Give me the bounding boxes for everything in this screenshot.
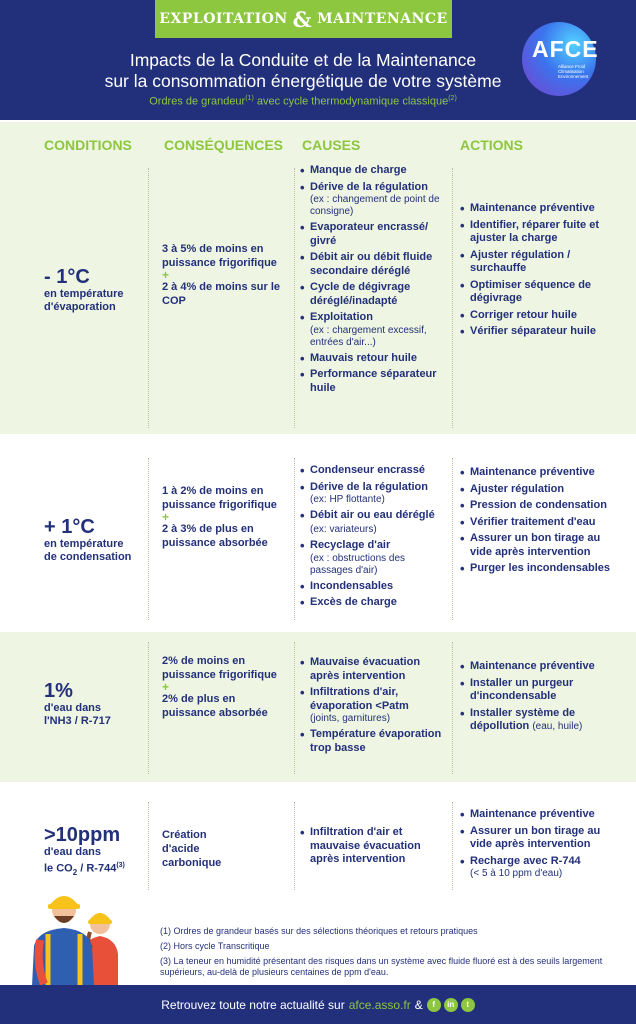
row-water-nh3: [0, 632, 636, 782]
list-item: • Ajuster régulation: [460, 483, 620, 497]
banner-right: MAINTENANCE: [317, 11, 448, 27]
condition-value: >10ppm: [44, 824, 121, 846]
plus-sign: +: [162, 680, 170, 694]
afce-logo: [522, 22, 599, 96]
page-subtitle: [0, 95, 606, 108]
condition-label-1: d'eau dans: [44, 846, 102, 858]
footer: [0, 985, 636, 1024]
list-item: • Performance séparateur huile: [300, 368, 450, 395]
consequence-a: 2% de moins en puissance frigorifique: [162, 655, 277, 681]
column-causes: CAUSES: [302, 137, 361, 153]
condition-label-1: en température: [44, 538, 124, 550]
condition-value: 1%: [44, 680, 73, 702]
list-item: • Recyclage d'air (ex : obstructions des passages d'air): [300, 539, 450, 577]
website-link[interactable]: afce.asso.fr: [348, 997, 411, 1012]
title-line-2: sur la consommation énergétique de votre système: [104, 71, 502, 91]
condition-value: + 1°C: [44, 516, 95, 538]
condition-label-1: en température: [44, 288, 124, 300]
list-item: • Installer un purgeur d'incondensable: [460, 677, 620, 704]
actions-list: [460, 202, 620, 342]
list-item: • Manque de charge: [300, 164, 450, 178]
footnote-1: (1) Ordres de grandeur basés sur des sélections théoriques et retours pratiques: [160, 926, 478, 936]
banner-amp: &: [292, 6, 313, 32]
list-item: • Maintenance préventive: [460, 466, 620, 480]
condition-label-2: l'NH3 / R-717: [44, 715, 111, 727]
column-actions: ACTIONS: [460, 137, 523, 153]
list-item: • Vérifier séparateur huile: [460, 325, 620, 339]
causes-list: [300, 464, 450, 613]
condition-label-2: le $CO_2 / R-744^{(3)}$: [44, 862, 125, 877]
subtitle-b: avec cycle thermodynamique classique: [253, 95, 449, 108]
condition-label-1: d'eau dans: [44, 702, 102, 714]
condition: [44, 266, 123, 314]
list-item: • Assurer un bon tirage au vide après intervention: [460, 532, 620, 559]
social-links: [427, 998, 475, 1012]
list-item: • Purger les incondensables: [460, 562, 620, 576]
list-item: • Incondensables: [300, 580, 450, 594]
actions-list: [460, 660, 620, 737]
list-item: • Recharge avec R-744 (< 5 à 10 ppm d'eau): [460, 855, 620, 881]
divider: [148, 458, 149, 620]
banner-left: EXPLOITATION: [159, 11, 288, 27]
header: [0, 0, 636, 120]
subtitle-sup-1: (1): [245, 95, 254, 102]
footnote-2: (2) Hors cycle Transcritique: [160, 941, 270, 951]
column-consequences: CONSÉQUENCES: [164, 137, 284, 153]
list-item: • Installer système de dépollution (eau, huile): [460, 707, 620, 734]
plus-sign: +: [162, 268, 170, 282]
divider: [452, 642, 453, 774]
consequence-a: 3 à 5% de moins en puissance frigorifique: [162, 243, 277, 269]
consequence-b: 2% de plus en puissance absorbée: [162, 693, 268, 719]
consequence-a: 1 à 2% de moins en puissance frigorifique: [162, 485, 277, 511]
list-item: • Température évaporation trop basse: [300, 728, 450, 755]
divider: [294, 802, 295, 890]
condition: [44, 824, 125, 879]
logo-tagline: Alliance Froid Climatisation Environnement: [558, 64, 589, 79]
divider: [452, 802, 453, 890]
twitter-icon[interactable]: t: [461, 998, 475, 1012]
divider: [452, 168, 453, 428]
list-item: • Assurer un bon tirage au vide après intervention: [460, 825, 620, 852]
actions-list: [460, 466, 620, 579]
title-line-1: Impacts de la Conduite et de la Maintenance: [129, 50, 477, 70]
list-item: • Maintenance préventive: [460, 808, 620, 822]
list-item: • Débit air ou eau déréglé (ex: variateurs): [300, 509, 450, 536]
divider: [148, 802, 149, 890]
divider: [148, 168, 149, 428]
list-item: • Maintenance préventive: [460, 202, 620, 216]
divider: [294, 168, 295, 428]
consequence-a: Création d'acide carbonique: [162, 829, 222, 869]
linkedin-icon[interactable]: in: [444, 998, 458, 1012]
list-item: • Ajuster régulation / surchauffe: [460, 249, 620, 276]
list-item: • Identifier, réparer fuite et ajuster la charge: [460, 219, 620, 246]
list-item: • Pression de condensation: [460, 499, 620, 513]
consequence: [162, 654, 292, 720]
plus-sign: +: [162, 510, 170, 524]
condition: [44, 516, 131, 564]
row-water-co2: [0, 796, 636, 896]
column-conditions: CONDITIONS: [44, 137, 132, 153]
list-item: • Condenseur encrassé: [300, 464, 450, 478]
row-condensation: [0, 448, 636, 628]
list-item: • Mauvaise évacuation après intervention: [300, 656, 450, 683]
divider: [294, 642, 295, 774]
list-item: • Evaporateur encrassé/ givré: [300, 221, 450, 248]
consequence: [162, 242, 292, 308]
list-item: • Débit air ou débit fluide secondaire déréglé: [300, 251, 450, 278]
footnote-3: (3) La teneur en humidité présentant des risques dans un système avec fluide fluoré est à des seuils largement supérieurs, au-delà de plusieurs centaines de ppm d'eau.: [160, 956, 603, 977]
footer-amp: &: [414, 997, 423, 1012]
row-evaporation: [0, 160, 636, 434]
consequence-b: 2 à 4% de moins sur le COP: [162, 281, 280, 307]
workers-illustration: [26, 884, 136, 986]
condition-value: - 1°C: [44, 266, 90, 288]
condition: [44, 680, 111, 728]
actions-list: [460, 808, 620, 883]
list-item: • Optimiser séquence de dégivrage: [460, 279, 620, 306]
list-item: • Maintenance préventive: [460, 660, 620, 674]
condition-label-2: de condensation: [44, 551, 132, 563]
footer-text: Retrouvez toute notre actualité sur: [161, 997, 345, 1012]
causes-list: [300, 656, 450, 758]
causes-list: [300, 164, 450, 398]
list-item: • Exploitation (ex : chargement excessif, entrées d'air...): [300, 311, 450, 349]
page-title: [0, 50, 606, 92]
list-item: • Infiltration d'air et mauvaise évacuation après intervention: [300, 826, 450, 867]
divider: [452, 458, 453, 620]
divider: [148, 642, 149, 774]
condition-label-2: d'évaporation: [44, 301, 116, 313]
subtitle-a: Ordres de grandeur: [149, 95, 246, 108]
list-item: • Dérive de la régulation (ex: HP flottante): [300, 481, 450, 507]
consequence: [162, 484, 292, 550]
consequence: [162, 828, 242, 870]
title-banner: [155, 0, 452, 38]
facebook-icon[interactable]: f: [427, 998, 441, 1012]
consequence-b: 2 à 3% de plus en puissance absorbée: [162, 523, 268, 549]
list-item: • Dérive de la régulation (ex : changement de point de consigne): [300, 181, 450, 219]
list-item: • Infiltrations d'air, évaporation <Patm (joints, garnitures): [300, 686, 450, 725]
column-headers: [0, 122, 636, 162]
causes-list: [300, 826, 450, 870]
subtitle-sup-2: (2): [448, 95, 457, 102]
list-item: • Excès de charge: [300, 596, 450, 610]
list-item: • Corriger retour huile: [460, 309, 620, 323]
logo-text: AFCE: [532, 36, 599, 62]
list-item: • Mauvais retour huile: [300, 352, 450, 366]
list-item: • Cycle de dégivrage déréglé/inadapté: [300, 281, 450, 308]
list-item: • Vérifier traitement d'eau: [460, 516, 620, 530]
divider: [294, 458, 295, 620]
